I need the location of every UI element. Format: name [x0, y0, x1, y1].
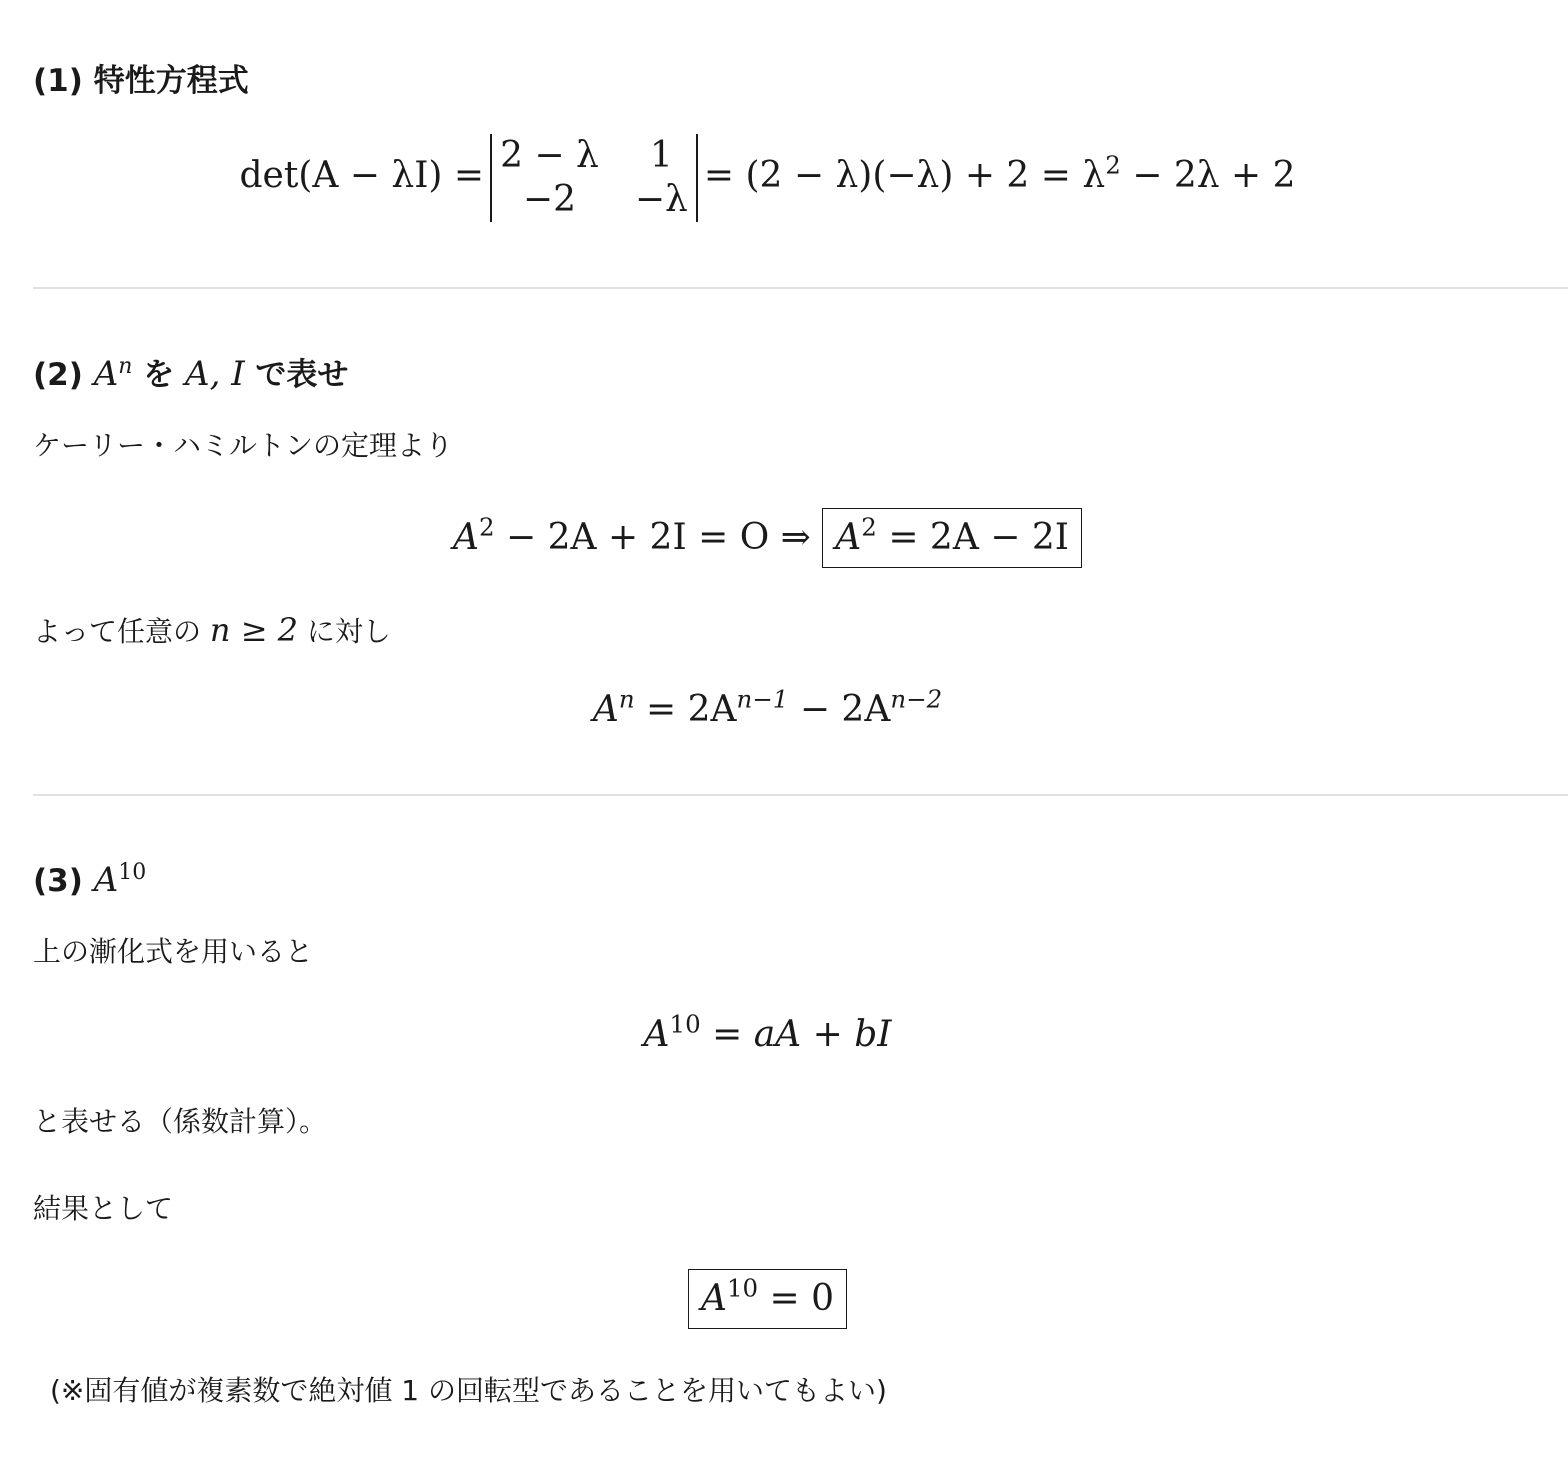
section-3-title-prefix: (3)	[33, 863, 94, 899]
rec-mid2: − 2A	[788, 689, 891, 730]
rec-mid: = 2A	[634, 689, 737, 730]
char-eq-rhs	[703, 150, 1296, 196]
rec-exp3: n−2	[890, 684, 943, 714]
section-2-title-exp: n	[118, 353, 133, 379]
section-1-title-text: (1) 特性方程式	[33, 63, 249, 99]
char-eq-rhs-b: − 2λ + 2	[1120, 155, 1296, 196]
section-2-text2	[33, 612, 391, 650]
matrix-cell: −2	[522, 179, 576, 220]
section-3-title-exp: 10	[118, 859, 147, 885]
recurrence-equation	[0, 686, 1535, 734]
boxed-final-result	[688, 1269, 847, 1329]
characteristic-equation	[0, 134, 1535, 222]
a10-exp: 10	[669, 1009, 701, 1039]
matrix-row	[500, 178, 688, 222]
matrix-cell: 2 − λ	[500, 135, 599, 176]
section-2-title-AI: A, I	[185, 354, 245, 394]
final-A: A	[700, 1278, 727, 1319]
section-2-title-suffix: で表せ	[244, 357, 349, 393]
matrix-cell: −λ	[634, 179, 688, 220]
rec-exp2: n−1	[736, 684, 789, 714]
section-divider	[33, 287, 1568, 289]
a10-result	[0, 1269, 1535, 1329]
text2-post: に対し	[298, 615, 391, 648]
section-3-intro: 上の漸化式を用いると	[33, 935, 314, 968]
section-divider	[33, 794, 1568, 796]
section-3-text2: と表せる（係数計算）。	[33, 1105, 328, 1138]
section-3-title-A: A	[93, 860, 119, 900]
section-3-title	[33, 860, 146, 901]
text2-math: n ≥ 2	[209, 611, 299, 649]
section-2-title-prefix: (2)	[33, 357, 94, 393]
a10-A: A	[643, 1014, 670, 1055]
section-1-title	[33, 61, 249, 101]
ch-box-exp: 2	[861, 512, 877, 542]
ch-box-rest: = 2A − 2I	[876, 517, 1070, 558]
final-rest: = 0	[758, 1278, 835, 1319]
ch-box-A: A	[835, 517, 862, 558]
char-eq-exponent: 2	[1105, 150, 1121, 180]
ch-left-rest: − 2A + 2I = O ⇒	[494, 517, 823, 558]
matrix-row	[500, 134, 688, 178]
boxed-result	[822, 508, 1082, 568]
section-2-title-A: A	[93, 354, 119, 394]
section-3-note: (※固有値が複素数で絶対値 1 の回転型であることを用いてもよい)	[50, 1374, 887, 1407]
char-eq-rhs-a: = (2 − λ)(−λ) + 2 = λ	[703, 155, 1106, 196]
char-eq-lhs: det(A − λI) =	[239, 155, 485, 196]
ch-left-exp: 2	[478, 512, 495, 542]
section-2-title	[33, 354, 348, 395]
section-2-intro: ケーリー・ハミルトンの定理より	[33, 429, 454, 462]
rec-A1: A	[592, 689, 619, 730]
a10-linear-form	[0, 1011, 1535, 1059]
cayley-hamilton-equation	[0, 508, 1535, 568]
rec-exp1: n	[618, 684, 635, 714]
final-exp: 10	[726, 1273, 759, 1303]
ch-left-A: A	[452, 517, 479, 558]
section-2-title-mid: を	[132, 357, 186, 393]
a10-rest: = aA + bI	[700, 1014, 892, 1055]
determinant-matrix	[490, 134, 698, 222]
matrix-cell: 1	[649, 135, 673, 176]
section-3-text3: 結果として	[33, 1192, 174, 1225]
text2-pre: よって任意の	[33, 615, 210, 648]
matrix-table	[500, 134, 688, 222]
